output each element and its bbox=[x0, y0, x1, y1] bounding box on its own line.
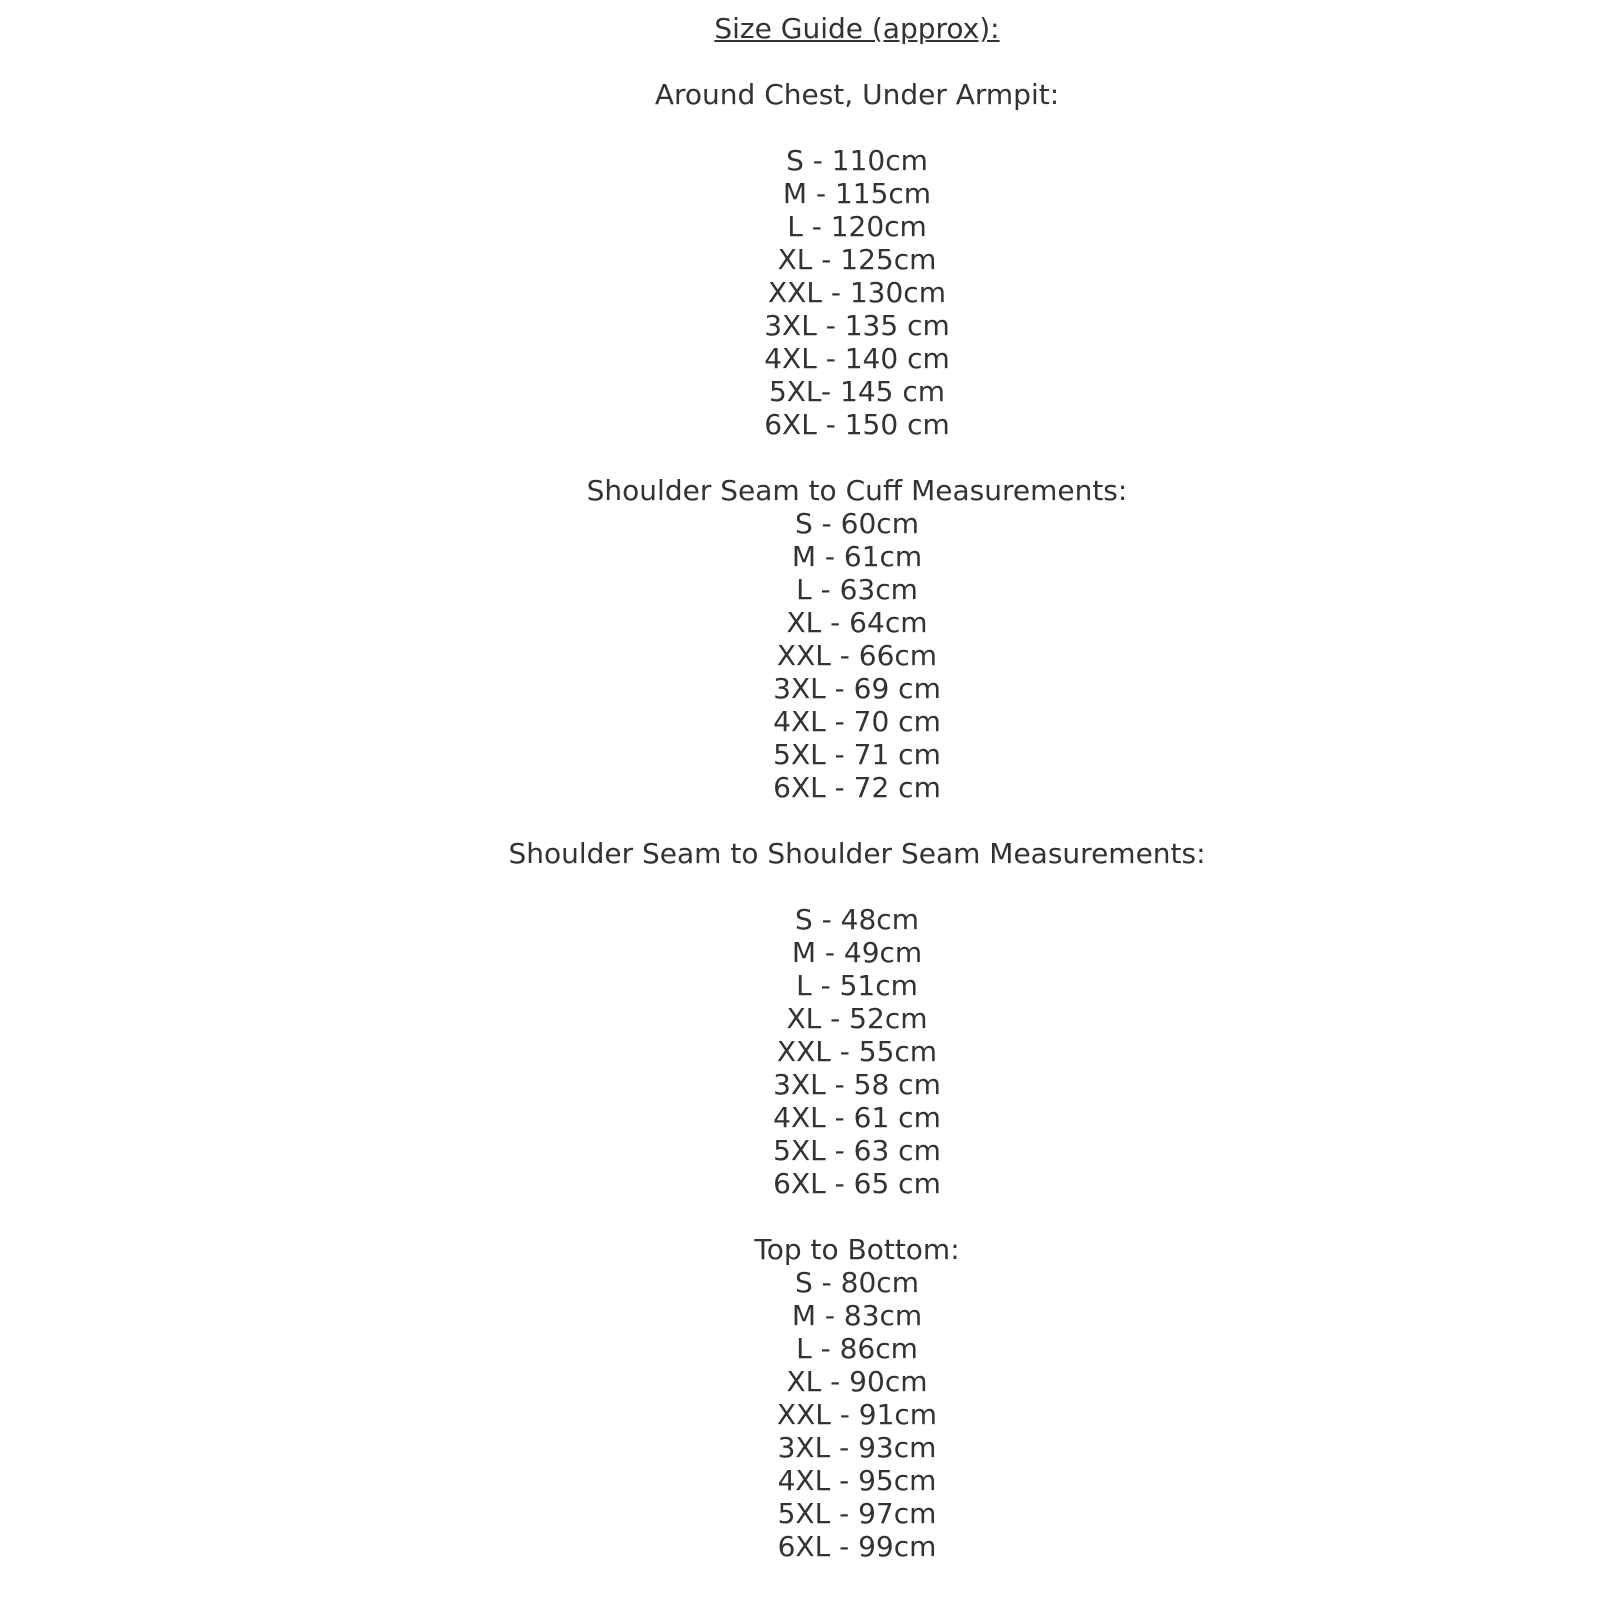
section-heading: Shoulder Seam to Cuff Measurements: bbox=[586, 474, 1128, 507]
size-list bbox=[114, 1266, 1600, 1563]
size-row: XXL - 55cm bbox=[776, 1035, 938, 1068]
size-row: L - 120cm bbox=[787, 210, 927, 243]
size-row: XL - 64cm bbox=[786, 606, 928, 639]
size-row: 3XL - 93cm bbox=[777, 1431, 937, 1464]
size-row: 6XL - 72 cm bbox=[773, 771, 941, 804]
size-row: 4XL - 95cm bbox=[777, 1464, 937, 1497]
size-list bbox=[114, 507, 1600, 804]
size-row: XL - 90cm bbox=[786, 1365, 928, 1398]
size-row: 6XL - 150 cm bbox=[764, 408, 950, 441]
size-row: 5XL - 71 cm bbox=[773, 738, 941, 771]
size-row: S - 60cm bbox=[795, 507, 919, 540]
size-row: XXL - 130cm bbox=[768, 276, 946, 309]
section-top-to-bottom bbox=[114, 1233, 1600, 1563]
size-row: 3XL - 69 cm bbox=[773, 672, 941, 705]
size-row: L - 63cm bbox=[796, 573, 918, 606]
size-row: S - 110cm bbox=[786, 144, 928, 177]
section-around-chest bbox=[114, 78, 1600, 441]
size-row: XL - 52cm bbox=[786, 1002, 928, 1035]
size-row: 3XL - 135 cm bbox=[764, 309, 950, 342]
size-row: L - 51cm bbox=[796, 969, 918, 1002]
size-row: S - 80cm bbox=[795, 1266, 919, 1299]
section-heading: Around Chest, Under Armpit: bbox=[654, 78, 1060, 111]
size-row: 6XL - 65 cm bbox=[773, 1167, 941, 1200]
size-row: 5XL - 97cm bbox=[777, 1497, 937, 1530]
section-heading: Shoulder Seam to Shoulder Seam Measurements: bbox=[508, 837, 1206, 870]
size-row: XXL - 91cm bbox=[776, 1398, 938, 1431]
size-row: M - 49cm bbox=[791, 936, 923, 969]
size-row: 5XL - 63 cm bbox=[773, 1134, 941, 1167]
size-row: XXL - 66cm bbox=[776, 639, 938, 672]
section-heading: Top to Bottom: bbox=[754, 1233, 960, 1266]
size-list bbox=[114, 144, 1600, 441]
size-row: 5XL- 145 cm bbox=[768, 375, 946, 408]
size-row: M - 61cm bbox=[791, 540, 923, 573]
size-row: 4XL - 70 cm bbox=[773, 705, 941, 738]
size-row: M - 115cm bbox=[782, 177, 932, 210]
size-row: XL - 125cm bbox=[777, 243, 937, 276]
size-row: L - 86cm bbox=[796, 1332, 918, 1365]
size-row: 4XL - 61 cm bbox=[773, 1101, 941, 1134]
size-row: S - 48cm bbox=[795, 903, 919, 936]
size-row: 6XL - 99cm bbox=[777, 1530, 937, 1563]
section-shoulder-to-cuff bbox=[114, 474, 1600, 804]
size-row: M - 83cm bbox=[791, 1299, 923, 1332]
size-row: 4XL - 140 cm bbox=[764, 342, 950, 375]
size-list bbox=[114, 903, 1600, 1200]
size-row: 3XL - 58 cm bbox=[773, 1068, 941, 1101]
section-shoulder-to-shoulder bbox=[114, 837, 1600, 1200]
size-guide-title: Size Guide (approx): bbox=[714, 12, 1000, 45]
